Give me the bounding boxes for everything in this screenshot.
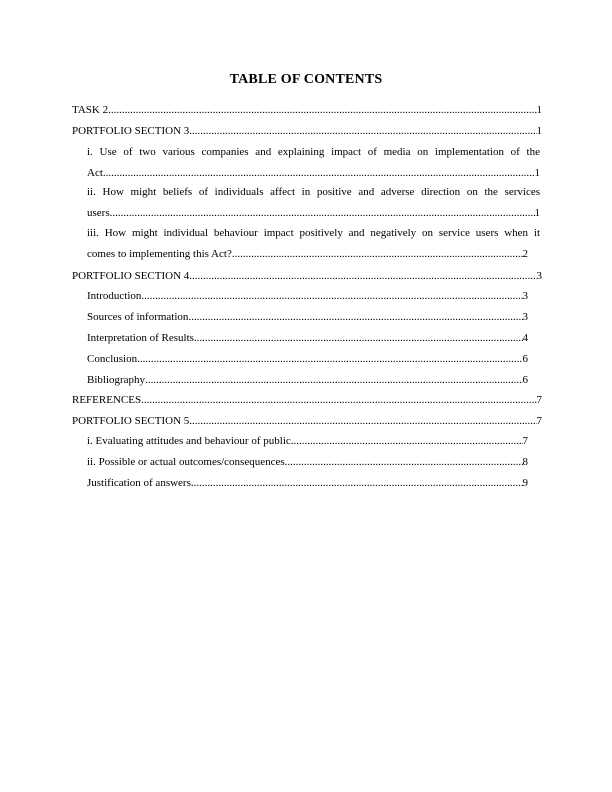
toc-entry-page: 7 <box>522 435 528 447</box>
toc-entry-page: 3 <box>522 311 528 323</box>
toc-entry-label: REFERENCES <box>72 394 142 406</box>
toc-entry-label-line1: ii. How might beliefs of individuals affect in positive and adverse direction on the services <box>87 186 540 198</box>
toc-leader-dots <box>141 393 536 407</box>
toc-entry-portfolio-section-3[interactable] <box>72 124 542 138</box>
toc-entry-label: TASK 2 <box>72 104 109 116</box>
toc-entry-label-line2: Act <box>87 167 103 179</box>
toc-leader-dots <box>189 269 536 283</box>
toc-leader-dots <box>188 310 522 324</box>
toc-entry-label: PORTFOLIO SECTION 5 <box>72 415 190 427</box>
toc-entry-label: Justification of answers <box>87 477 191 489</box>
toc-entry-label: Introduction <box>87 290 142 302</box>
toc-entry-portfolio-section-5[interactable] <box>72 414 542 428</box>
toc-entry-portfolio-section-4[interactable] <box>72 269 542 283</box>
toc-entry-page: 1 <box>534 167 540 179</box>
toc-leader-dots <box>141 289 522 303</box>
toc-entry-page: 8 <box>522 456 528 468</box>
toc-entry-sources-of-information[interactable] <box>87 310 528 324</box>
toc-leader-dots <box>189 124 536 138</box>
toc-leader-dots <box>137 352 522 366</box>
toc-leader-dots <box>232 244 523 265</box>
toc-leader-dots <box>145 373 522 387</box>
toc-leader-dots <box>108 103 536 117</box>
toc-leader-dots <box>110 203 535 224</box>
toc-leader-dots <box>285 455 523 469</box>
toc-entry-references[interactable] <box>72 393 542 407</box>
toc-entry-page: 9 <box>522 477 528 489</box>
toc-entry-label: Sources of information <box>87 311 189 323</box>
toc-entry-label-line1: i. Use of two various companies and explaining impact of media on implementation of the <box>87 146 540 158</box>
toc-entry-page: 7 <box>536 394 542 406</box>
toc-entry-page: 3 <box>536 270 542 282</box>
toc-entry-page: 7 <box>536 415 542 427</box>
toc-entry-page: 1 <box>536 125 542 137</box>
toc-entry-label: Bibliography <box>87 374 146 386</box>
toc-entry-page: 6 <box>522 353 528 365</box>
toc-entry-page: 2 <box>522 248 528 260</box>
toc-entry-conclusion[interactable] <box>87 352 528 366</box>
toc-entry-label: ii. Possible or actual outcomes/consequences <box>87 456 285 468</box>
toc-entry-page: 1 <box>536 104 542 116</box>
toc-title: TABLE OF CONTENTS <box>229 72 383 87</box>
toc-leader-dots <box>103 163 535 184</box>
toc-entry-label: Conclusion <box>87 353 138 365</box>
toc-entry-page: 1 <box>534 207 540 219</box>
toc-leader-dots <box>194 331 523 345</box>
toc-entry-label-line2: users <box>87 207 110 219</box>
toc-entry-label: i. Evaluating attitudes and behaviour of public <box>87 435 291 447</box>
toc-entry-label-line1: iii. How might individual behaviour impact positively and negatively on service users when it <box>87 227 540 239</box>
toc-entry-introduction[interactable] <box>87 289 528 303</box>
toc-entry-page: 4 <box>522 332 528 344</box>
toc-entry-beliefs-of-individuals[interactable] <box>87 182 540 224</box>
toc-leader-dots <box>189 414 536 428</box>
toc-entry-page: 3 <box>522 290 528 302</box>
toc-entry-label: PORTFOLIO SECTION 3 <box>72 125 190 137</box>
toc-entry-label: PORTFOLIO SECTION 4 <box>72 270 190 282</box>
toc-entry-use-of-two-companies[interactable] <box>87 142 540 184</box>
toc-entry-page: 6 <box>522 374 528 386</box>
toc-leader-dots <box>291 434 523 448</box>
toc-entry-interpretation-of-results[interactable] <box>87 331 528 345</box>
toc-entry-individual-behaviour[interactable] <box>87 223 540 265</box>
toc-entry-bibliography[interactable] <box>87 373 528 387</box>
toc-entry-label-line2: comes to implementing this Act? <box>87 248 232 260</box>
toc-entry-possible-outcomes[interactable] <box>87 455 528 469</box>
toc-entry-justification-of-answers[interactable] <box>87 476 528 490</box>
toc-entry-evaluating-attitudes[interactable] <box>87 434 528 448</box>
toc-leader-dots <box>191 476 523 490</box>
toc-entry-task-2[interactable] <box>72 103 542 117</box>
toc-entry-label: Interpretation of Results <box>87 332 194 344</box>
